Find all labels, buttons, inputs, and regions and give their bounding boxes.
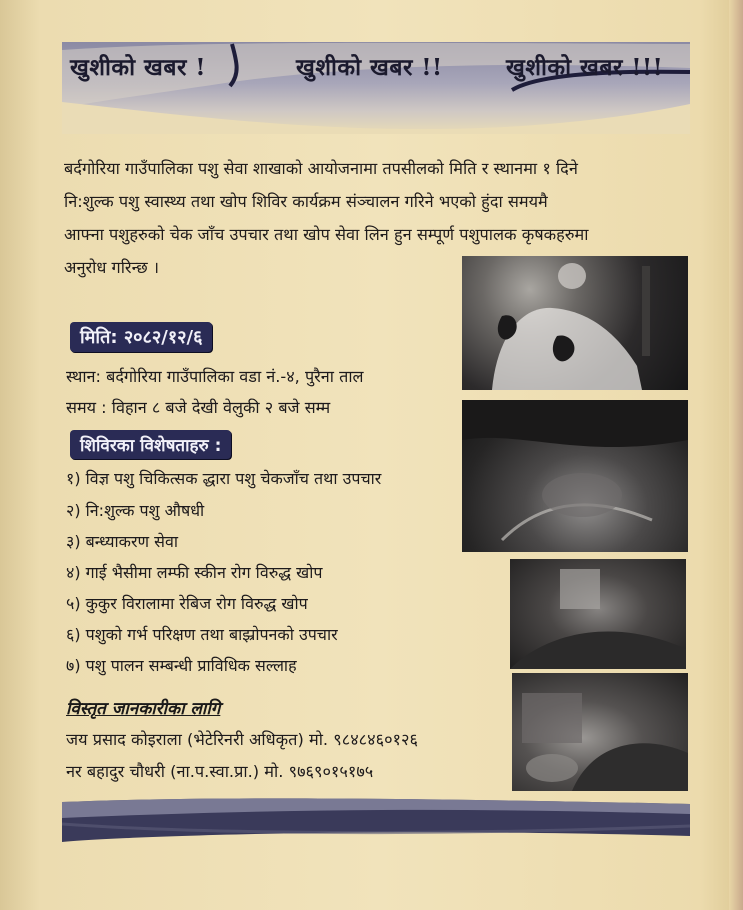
- feature-item: ३) बन्ध्याकरण सेवा: [66, 532, 178, 551]
- event-location: स्थान: बर्दगोरिया गाउँपालिका वडा नं.-४, पुरैना ताल: [66, 367, 364, 386]
- photo-cattle-checkup: [462, 256, 688, 390]
- date-label: मिति: २०८२/१२/६: [70, 322, 212, 352]
- header-title-1: खुशीको खबर !: [70, 54, 206, 81]
- contact-line: नर बहादुर चौधरी (ना.प.स्वा.प्रा.) मो. ९७६९०१५१७५: [66, 762, 374, 781]
- feature-item: ५) कुकुर विरालामा रेबिज रोग विरुद्ध खोप: [66, 594, 308, 613]
- paper-edge: [729, 0, 743, 910]
- intro-line: नि:शुल्क पशु स्वास्थ्य तथा खोप शिविर कार्यक्रम संञ्चालन गरिने भएको हुंदा समयमै: [64, 192, 548, 211]
- intro-line: अनुरोध गरिन्छ ।: [64, 258, 159, 277]
- header-title-3: खुशीको खबर !!!: [506, 54, 664, 81]
- contact-line: जय प्रसाद कोइराला (भेटेरिनरी अधिकृत) मो. ९८४८४६०१२६: [66, 730, 418, 749]
- photo-vaccination: [462, 400, 688, 552]
- contact-title: विस्तृत जानकारीका लागि: [66, 699, 221, 719]
- feature-item: १) विज्ञ पशु चिकित्सक द्धारा पशु चेकजाँच तथा उपचार: [66, 469, 382, 488]
- intro-line: बर्दगोरिया गाउँपालिका पशु सेवा शाखाको आयोजनामा तपसीलको मिति र स्थानमा १ दिने: [64, 159, 578, 178]
- photo-consultation: [512, 673, 688, 791]
- features-title: शिविरका विशेषताहरु :: [70, 430, 231, 459]
- footer-banner: [62, 796, 690, 842]
- header-title-2: खुशीको खबर !!: [296, 54, 443, 81]
- intro-line: आफ्ना पशुहरुको चेक जाँच उपचार तथा खोप सेवा लिन हुन सम्पूर्ण पशुपालक कृषकहरुमा: [64, 225, 589, 244]
- feature-item: ४) गाई भैसीमा लम्फी स्कीन रोग विरुद्ध खोप: [66, 563, 323, 582]
- event-time: समय : विहान ८ बजे देखी वेलुकी २ बजे सम्म: [66, 398, 331, 417]
- feature-item: ७) पशु पालन सम्बन्धी प्राविधिक सल्लाह: [66, 656, 297, 675]
- feature-item: २) नि:शुल्क पशु औषधी: [66, 501, 205, 520]
- feature-item: ६) पशुको गर्भ परिक्षण तथा बाझ्रोपनको उपचार: [66, 625, 338, 644]
- photo-treatment: [510, 559, 686, 669]
